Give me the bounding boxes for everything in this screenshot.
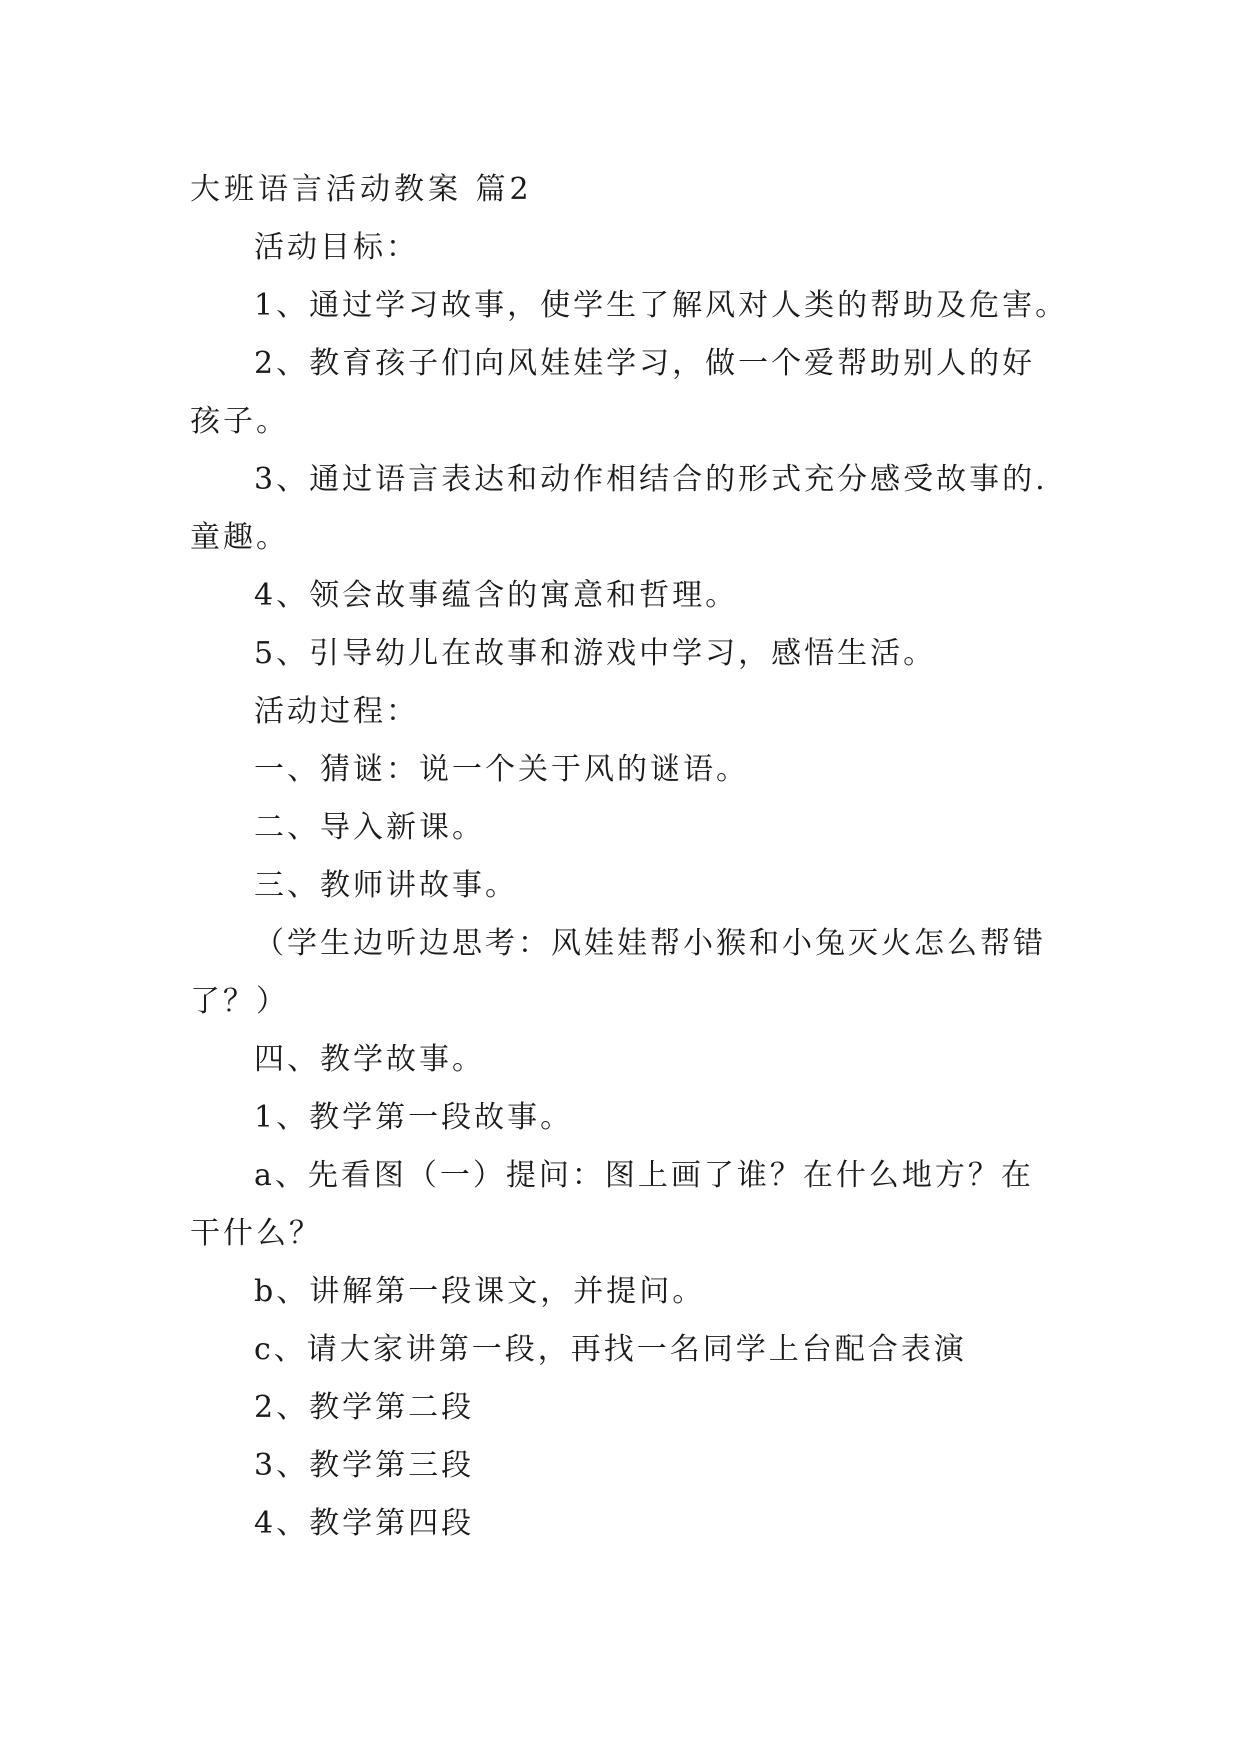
text-line: 1、通过学习故事，使学生了解风对人类的帮助及危害。	[254, 288, 1069, 323]
text-line: 1、教学第一段故事。	[254, 1100, 574, 1135]
document-title: 大班语言活动教案 篇2	[190, 172, 533, 207]
text-line: 3、教学第三段	[254, 1448, 475, 1483]
text-line: 3、通过语言表达和动作相结合的形式充分感受故事的.	[254, 462, 1048, 497]
text-line: 2、教学第二段	[254, 1390, 475, 1425]
text-line: 四、教学故事。	[254, 1042, 485, 1077]
text-line: 二、导入新课。	[254, 810, 485, 845]
document-lines	[190, 219, 1069, 1553]
text-line: a、先看图（一）提问：图上画了谁？在什么地方？在	[254, 1158, 1034, 1193]
text-line: 5、引导幼儿在故事和游戏中学习，感悟生活。	[254, 636, 937, 671]
text-line: c、请大家讲第一段，再找一名同学上台配合表演	[254, 1332, 967, 1367]
text-line: 干什么？	[190, 1216, 322, 1251]
text-line: 一、猜谜：说一个关于风的谜语。	[254, 752, 749, 787]
text-line: b、讲解第一段课文，并提问。	[254, 1274, 706, 1309]
text-line: 2、教育孩子们向风娃娃学习，做一个爱帮助别人的好	[254, 346, 1036, 381]
text-line: 孩子。	[190, 404, 289, 439]
text-line: （学生边听边思考：风娃娃帮小猴和小兔灭火怎么帮错	[254, 926, 1046, 961]
text-line: 活动目标：	[254, 230, 419, 265]
document-body	[190, 161, 1069, 1553]
text-line: 4、领会故事蕴含的寓意和哲理。	[254, 578, 739, 613]
text-line: 活动过程：	[254, 694, 419, 729]
text-line: 三、教师讲故事。	[254, 868, 518, 903]
text-line: 童趣。	[190, 520, 289, 555]
text-line: 4、教学第四段	[254, 1506, 475, 1541]
text-line: 了？）	[190, 984, 289, 1019]
